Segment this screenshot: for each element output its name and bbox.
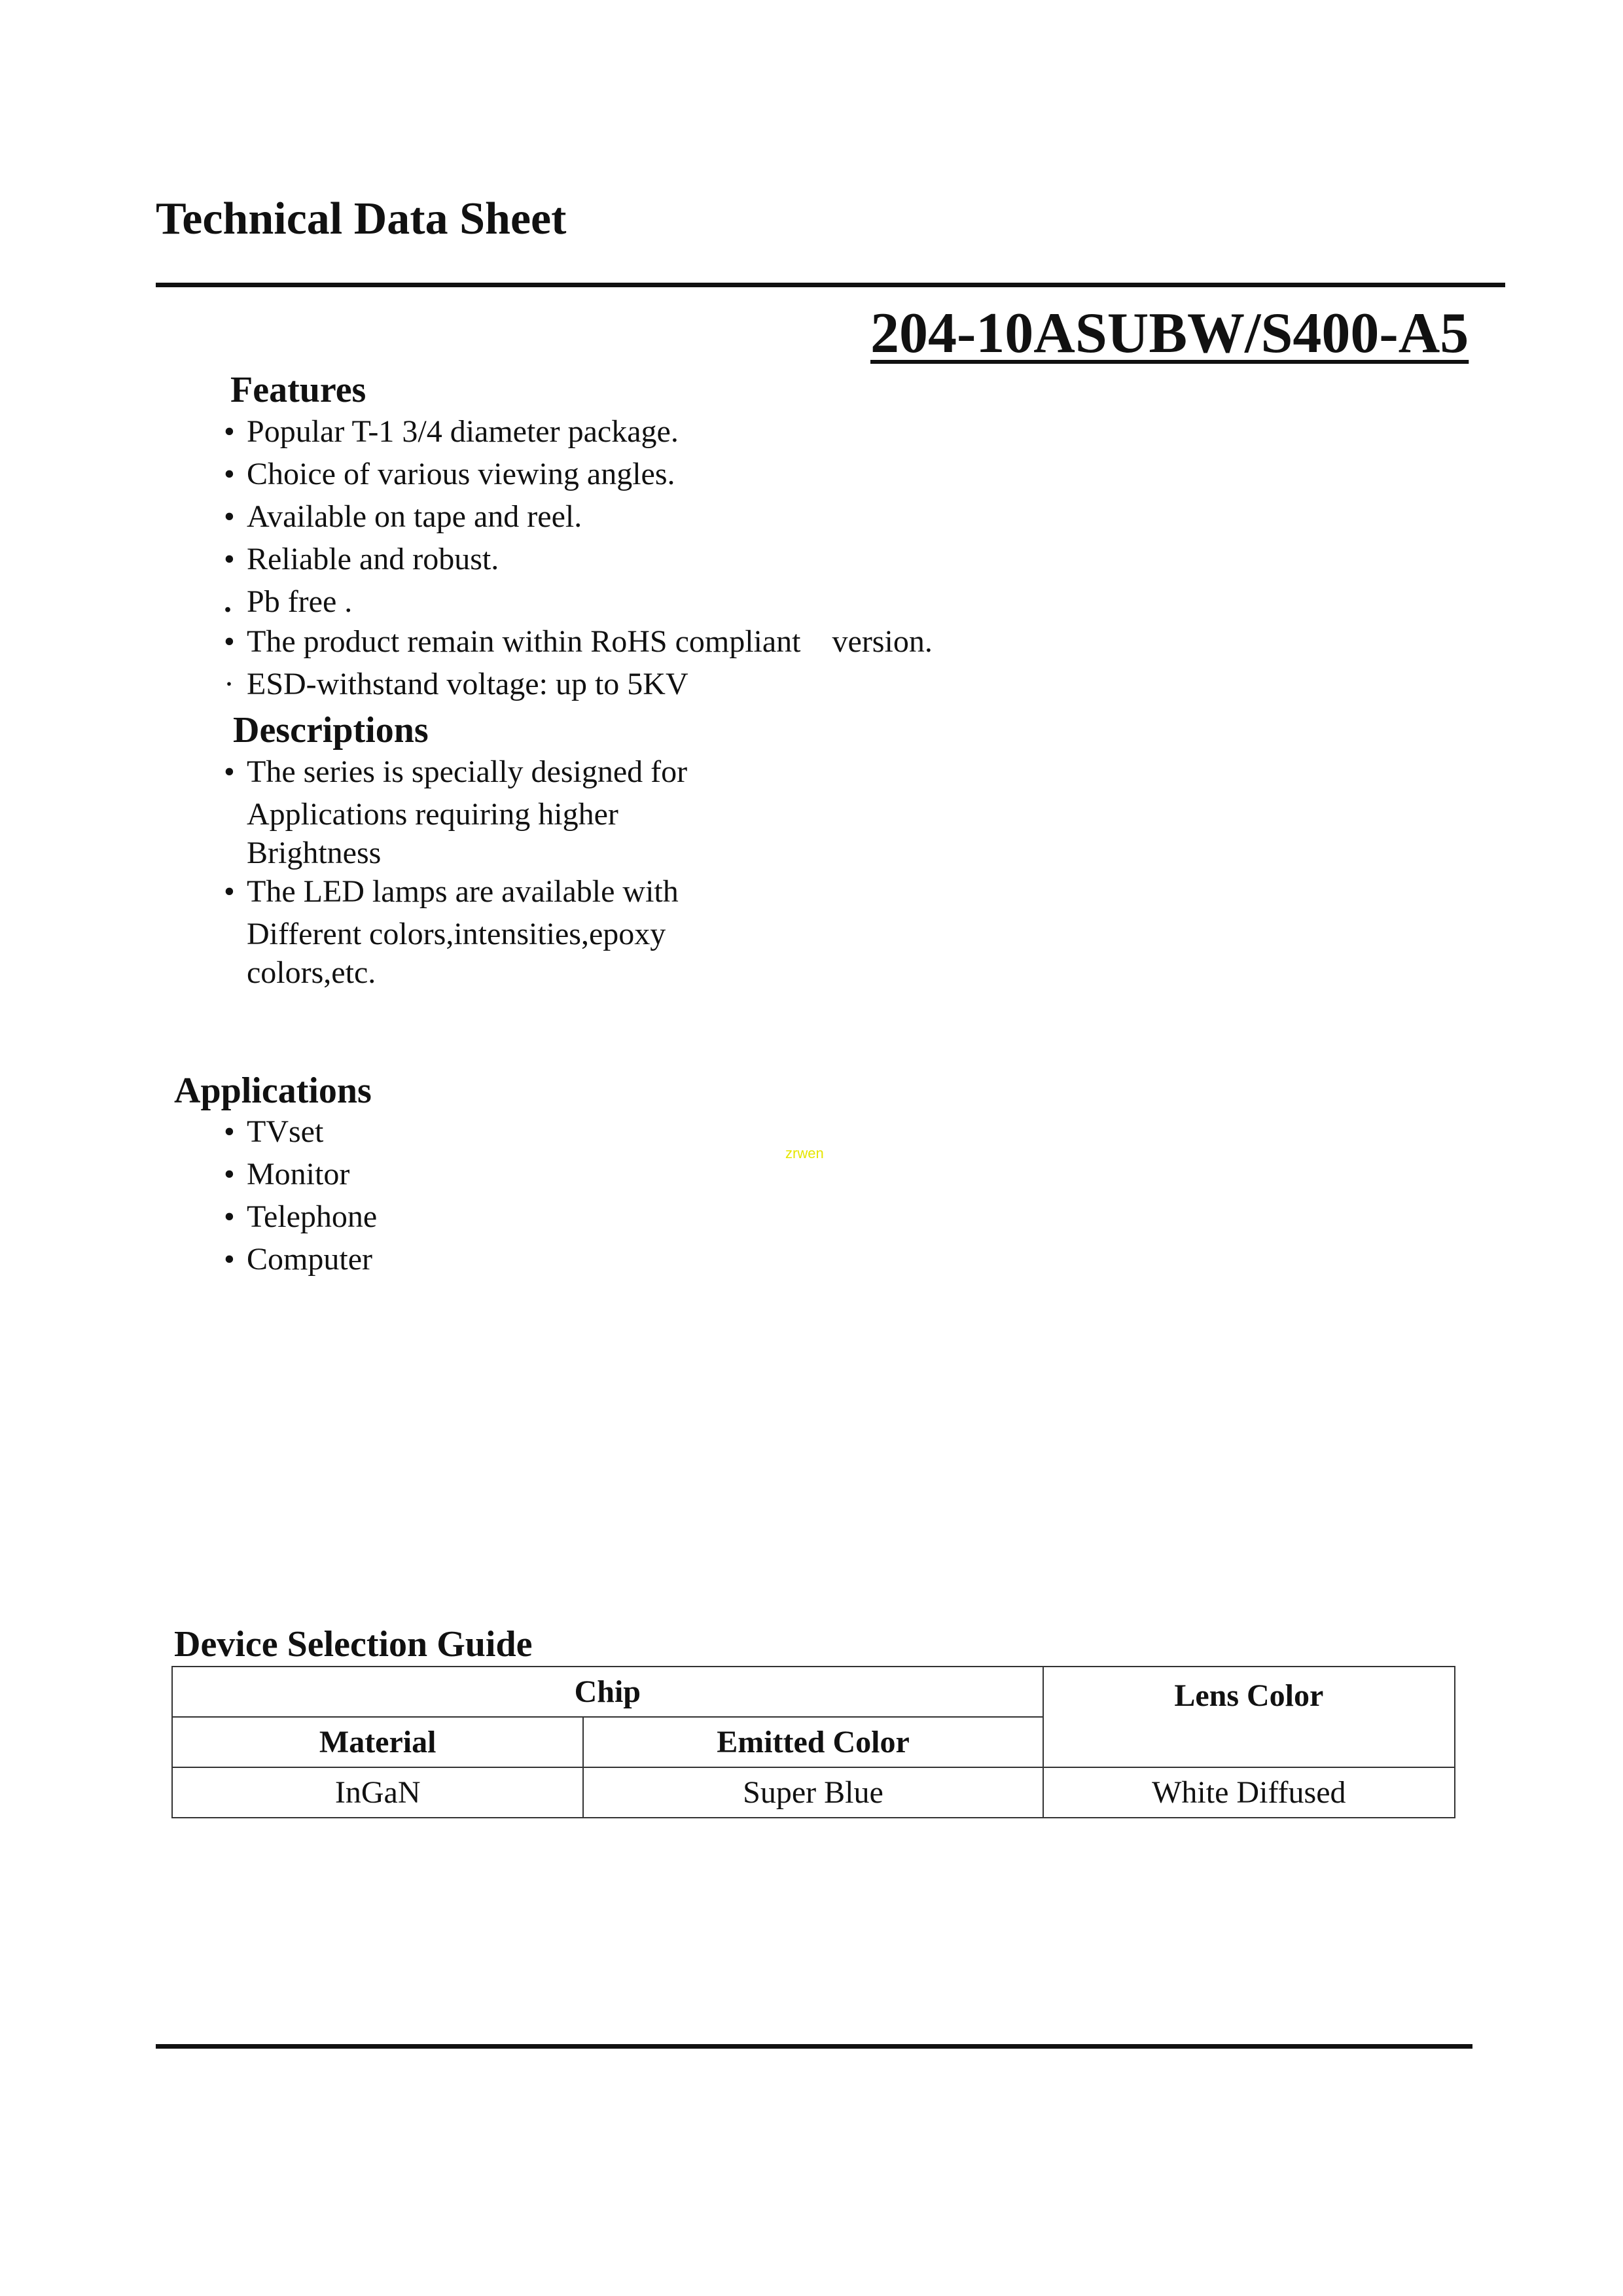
feature-text: The product remain within RoHS compliant version.	[247, 624, 933, 659]
application-item	[224, 1159, 349, 1190]
description-line: Applications requiring higher	[247, 797, 618, 832]
descriptions-heading: Descriptions	[233, 710, 429, 751]
part-number: 204-10ASUBW/S400-A5	[870, 302, 1469, 365]
application-item	[224, 1116, 323, 1148]
application-text: Telephone	[247, 1199, 378, 1234]
bullet: •	[224, 414, 235, 449]
description-line	[224, 876, 679, 908]
feature-item	[224, 501, 582, 533]
applications-heading: Applications	[174, 1070, 372, 1111]
selection-guide-table	[171, 1666, 1455, 1818]
page-title: Technical Data Sheet	[156, 194, 567, 244]
description-line: Different colors,intensities,epoxy	[247, 917, 666, 951]
feature-item	[224, 626, 933, 658]
description-line: colors,etc.	[247, 955, 376, 990]
feature-text: Available on tape and reel.	[247, 499, 582, 534]
material-cell: InGaN	[172, 1767, 583, 1818]
bullet: •	[224, 624, 235, 659]
feature-text: Pb free .	[247, 584, 353, 619]
bullet: •	[224, 542, 235, 576]
bullet: ·	[224, 667, 234, 701]
header-rule	[156, 283, 1505, 287]
table-header-row	[172, 1667, 1455, 1717]
description-text: The series is specially designed for	[247, 754, 688, 789]
feature-item	[224, 544, 499, 575]
bullet: •	[224, 1114, 235, 1149]
lens-color-cell: White Diffused	[1043, 1767, 1455, 1818]
features-heading: Features	[230, 370, 366, 410]
feature-item	[224, 669, 688, 700]
emitted-color-header: Emitted Color	[583, 1717, 1043, 1767]
feature-item	[224, 459, 675, 490]
bullet: .	[224, 584, 232, 619]
bullet: •	[224, 1157, 235, 1192]
footer-rule	[156, 2044, 1472, 2049]
application-item	[224, 1201, 377, 1233]
selection-guide-heading: Device Selection Guide	[174, 1624, 533, 1665]
application-item	[224, 1244, 372, 1275]
emitted-color-cell: Super Blue	[583, 1767, 1043, 1818]
watermark-text: zrwen	[785, 1145, 824, 1161]
feature-text: Choice of various viewing angles.	[247, 457, 675, 491]
bullet: •	[224, 874, 235, 909]
bullet: •	[224, 754, 235, 789]
description-line: Brightness	[247, 836, 382, 870]
bullet: •	[224, 499, 235, 534]
feature-text: Reliable and robust.	[247, 542, 499, 576]
feature-text: ESD-withstand voltage: up to 5KV	[247, 667, 688, 701]
feature-item	[224, 586, 352, 618]
description-text: The LED lamps are available with	[247, 874, 679, 909]
lens-color-header: Lens Color	[1043, 1667, 1455, 1767]
bullet: •	[224, 1242, 235, 1277]
feature-item	[224, 416, 679, 448]
application-text: Computer	[247, 1242, 372, 1277]
feature-text: Popular T-1 3/4 diameter package.	[247, 414, 679, 449]
application-text: Monitor	[247, 1157, 350, 1192]
application-text: TVset	[247, 1114, 324, 1149]
chip-header: Chip	[172, 1667, 1043, 1717]
description-line	[224, 756, 687, 788]
bullet: •	[224, 1199, 235, 1234]
table-row	[172, 1767, 1455, 1818]
bullet: •	[224, 457, 235, 491]
material-header: Material	[172, 1717, 583, 1767]
